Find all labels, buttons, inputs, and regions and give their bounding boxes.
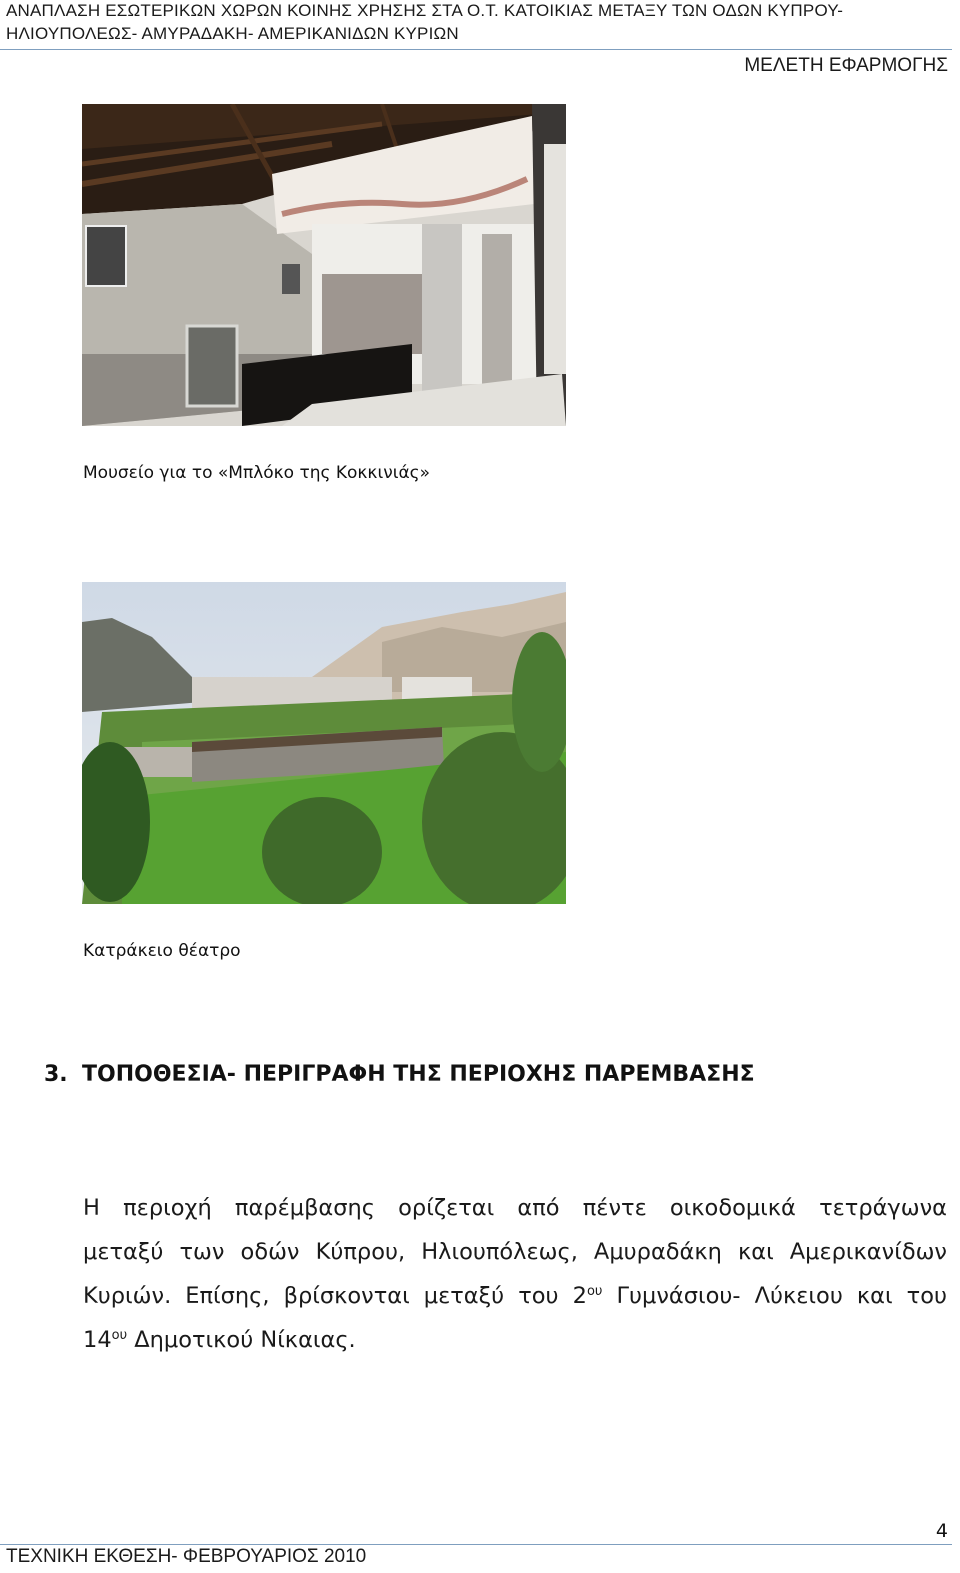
- ordinal-superscript: ου: [586, 1284, 603, 1299]
- paragraph-line: μεταξύ των οδών Κύπρου, Ηλιουπόλεως, Αμυραδάκη και Αμερικανίδων: [83, 1239, 947, 1265]
- ordinal-superscript: ου: [111, 1328, 128, 1343]
- header-title-line2: ΗΛΙΟΥΠΟΛΕΩΣ- ΑΜΥΡΑΔΑΚΗ- ΑΜΕΡΙΚΑΝΙΔΩΝ ΚΥΡΙΩΝ: [6, 24, 459, 43]
- header-title-line1: ΑΝΑΠΛΑΣΗ ΕΣΩΤΕΡΙΚΩΝ ΧΩΡΩΝ ΚΟΙΝΗΣ ΧΡΗΣΗΣ ΣΤΑ Ο.Τ. ΚΑΤΟΙΚΙΑΣ ΜΕΤΑΞΥ ΤΩΝ ΟΔΩΝ ΚΥΠΡΟΥ-: [6, 1, 844, 20]
- paragraph-line: [83, 1274, 947, 1318]
- theater-photo-caption: Κατράκειο θέατρο: [83, 941, 241, 961]
- museum-photo-caption: Μουσείο για το «Μπλόκο της Κοκκινιάς»: [83, 463, 431, 483]
- paragraph-text: Δημοτικού Νίκαιας.: [127, 1327, 356, 1353]
- body-paragraph: [83, 1186, 947, 1362]
- museum-photo: [82, 104, 566, 426]
- section-number: 3.: [44, 1062, 68, 1087]
- page-number: 4: [935, 1520, 948, 1542]
- paragraph-line: Η περιοχή παρέμβασης ορίζεται από πέντε οικοδομικά τετράγωνα: [83, 1195, 947, 1221]
- header-document-type: ΜΕΛΕΤΗ ΕΦΑΡΜΟΓΗΣ: [744, 55, 948, 76]
- header-divider: [0, 49, 952, 50]
- footer-divider: [0, 1544, 952, 1545]
- paragraph-text: Γυμνάσιου- Λύκειου και του: [602, 1283, 947, 1309]
- paragraph-text: 14: [83, 1327, 112, 1353]
- footer-text: ΤΕΧΝΙΚΗ ΕΚΘΕΣΗ- ΦΕΒΡΟΥΑΡΙΟΣ 2010: [6, 1546, 367, 1567]
- paragraph-text: Κυριών. Επίσης, βρίσκονται μεταξύ του 2: [83, 1283, 587, 1309]
- paragraph-line: [83, 1318, 947, 1362]
- theater-photo: [82, 582, 566, 904]
- section-title: ΤΟΠΟΘΕΣΙΑ- ΠΕΡΙΓΡΑΦΗ ΤΗΣ ΠΕΡΙΟΧΗΣ ΠΑΡΕΜΒΑΣΗΣ: [82, 1062, 755, 1087]
- section-heading: [44, 1062, 755, 1087]
